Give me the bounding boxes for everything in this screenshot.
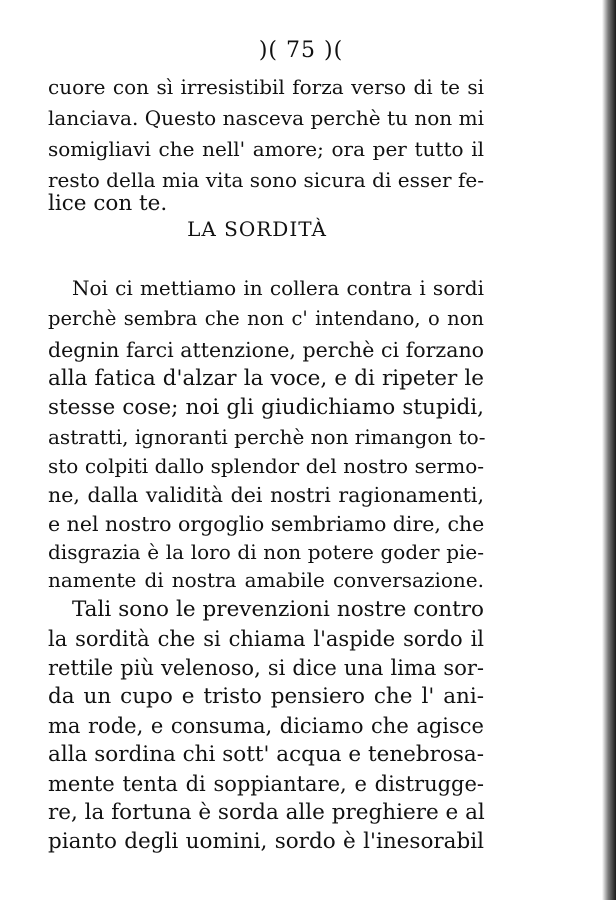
paragraph-line: ma rode, e consuma, diciamo che agisce [48,714,484,738]
paragraph-line: rettile più velenoso, si dice una lima sor- [48,656,484,680]
page-number: )( 75 )( [258,38,344,63]
paragraph-line: stesse cose; noi gli giudichiamo stupidi, [48,395,484,420]
paragraph-line: da un cupo e tristo pensiero che l' ani- [48,684,484,709]
paragraph-line: alla fatica d'alzar la voce, e di ripeter le [48,366,484,391]
intro-line: somigliavi che nell' amore; ora per tutto il [48,137,484,161]
paragraph-line: degnin farci attenzione, perchè ci forzano [48,338,484,362]
paragraph-line: ne, dalla validità dei nostri ragionamenti, [48,483,484,507]
paragraph-line: disgrazia è la loro di non potere goder pie- [48,540,484,564]
page-edge-shadow [602,0,616,900]
paragraph-line: alla sordina chi sott' acqua e tenebrosa- [48,742,484,767]
section-title: LA SORDITÀ [187,217,327,241]
paragraph-line: astratti, ignoranti perchè non rimangon to- [48,425,486,449]
paragraph-line: pianto degli uomini, sordo è l'inesorabil [48,829,484,854]
intro-line: resto della mia vita sono sicura di esser fe- [48,168,484,192]
paragraph-line: mente tenta di soppiantare, e distrugge- [48,772,484,796]
intro-line: lanciava. Questo nasceva perchè tu non mi [48,106,484,130]
paragraph-line: Tali sono le prevenzioni nostre contro [72,597,484,622]
paragraph-line: la sordità che si chiama l'aspide sordo il [48,627,484,651]
paragraph-line: e nel nostro orgoglio sembriamo dire, che [48,512,485,536]
paragraph-line: re, la fortuna è sorda alle preghiere e al [48,800,485,825]
paragraph-line: sto colpiti dallo splendor del nostro sermo- [48,454,484,478]
intro-line: cuore con sì irresistibil forza verso di te si [48,75,484,99]
paragraph-line: namente di nostra amabile conversazione. [48,568,484,592]
paragraph-line: Noi ci mettiamo in collera contra i sordi [72,276,484,300]
intro-line: lice con te. [48,191,168,216]
paragraph-line: perchè sembra che non c' intendano, o non [48,307,484,330]
